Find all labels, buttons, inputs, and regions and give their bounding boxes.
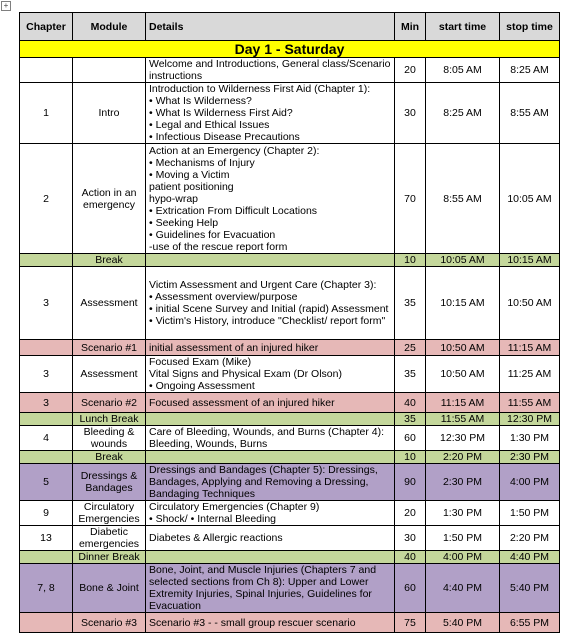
details-line: Bleeding, Wounds, Burns: [149, 438, 268, 450]
min-cell: 25: [395, 340, 426, 356]
details-line: • Extrication From Difficult Locations: [149, 204, 318, 217]
move-handle-icon[interactable]: +: [1, 1, 11, 11]
details-line: • Mechanisms of Injury: [149, 156, 255, 169]
start-time-cell: 5:40 PM: [426, 613, 500, 633]
details-line: patient positioning: [149, 180, 234, 193]
details-line: initial assessment of an injured hiker: [149, 341, 319, 354]
details-line: Dressings and Bandages (Chapter 5): Dressings, Bandages, Applying and Removing a Dressing, Bandaging Techniques: [149, 464, 378, 500]
details-line: Victim Assessment and Urgent Care (Chapter 3):: [149, 279, 377, 291]
stop-time-cell: 2:30 PM: [500, 451, 560, 464]
header-min: Min: [395, 13, 426, 41]
details-cell: [146, 501, 395, 526]
stop-time-cell: 4:40 PM: [500, 551, 560, 564]
start-time-cell: 10:15 AM: [426, 267, 500, 340]
details-cell: [146, 58, 395, 83]
module-cell: Action in an emergency: [73, 144, 146, 254]
min-cell: 35: [395, 413, 426, 426]
schedule-row: [20, 144, 560, 254]
module-cell: Break: [73, 451, 146, 464]
details-line: -use of the rescue report form: [149, 240, 288, 253]
module-cell: Circulatory Emergencies: [73, 501, 146, 526]
chapter-cell: 7, 8: [20, 564, 73, 613]
stop-time-cell: 2:20 PM: [500, 526, 560, 551]
min-cell: 30: [395, 83, 426, 144]
chapter-cell: 9: [20, 501, 73, 526]
module-cell: Bone & Joint: [73, 564, 146, 613]
schedule-row: [20, 356, 560, 393]
module-cell: Scenario #1: [73, 340, 146, 356]
header-module: Module: [73, 13, 146, 41]
chapter-cell: 3: [20, 356, 73, 393]
schedule-row: [20, 254, 560, 267]
schedule-row: [20, 464, 560, 501]
details-cell: [146, 451, 395, 464]
details-line: Focused assessment of an injured hiker: [149, 396, 335, 409]
module-cell: Scenario #2: [73, 393, 146, 413]
chapter-cell: [20, 254, 73, 267]
start-time-cell: 8:05 AM: [426, 58, 500, 83]
min-cell: 40: [395, 551, 426, 564]
details-line: • Legal and Ethical Issues: [149, 119, 270, 131]
details-line: • Victim's History, introduce "Checklist/ report form": [149, 315, 386, 327]
details-cell: [146, 464, 395, 501]
details-line: • Moving a Victim: [149, 168, 230, 181]
header-details: Details: [146, 13, 395, 41]
min-cell: 10: [395, 451, 426, 464]
stop-time-cell: 10:50 AM: [500, 267, 560, 340]
module-cell: [73, 58, 146, 83]
details-line: • Guidelines for Evacuation: [149, 228, 276, 241]
schedule-table: [19, 12, 560, 633]
details-cell: [146, 83, 395, 144]
stop-time-cell: 11:15 AM: [500, 340, 560, 356]
stop-time-cell: 12:30 PM: [500, 413, 560, 426]
schedule-row: [20, 426, 560, 451]
start-time-cell: 10:50 AM: [426, 356, 500, 393]
details-cell: [146, 526, 395, 551]
module-cell: Scenario #3: [73, 613, 146, 633]
module-cell: Dinner Break: [73, 551, 146, 564]
stop-time-cell: 4:00 PM: [500, 464, 560, 501]
details-cell: [146, 413, 395, 426]
chapter-cell: 3: [20, 393, 73, 413]
chapter-cell: 2: [20, 144, 73, 254]
chapter-cell: [20, 451, 73, 464]
schedule-row: [20, 613, 560, 633]
day-row: [20, 41, 560, 58]
details-cell: [146, 356, 395, 393]
day-title: Day 1 - Saturday: [20, 41, 560, 58]
details-cell: [146, 613, 395, 633]
min-cell: 40: [395, 393, 426, 413]
schedule-row: [20, 551, 560, 564]
chapter-cell: [20, 413, 73, 426]
min-cell: 20: [395, 501, 426, 526]
details-line: • Seeking Help: [149, 216, 219, 229]
details-line: • initial Scene Survey and Initial (rapid) Assessment: [149, 303, 389, 315]
details-line: • What Is Wilderness?: [149, 95, 252, 107]
chapter-cell: 1: [20, 83, 73, 144]
chapter-cell: 4: [20, 426, 73, 451]
stop-time-cell: 11:55 AM: [500, 393, 560, 413]
stop-time-cell: 11:25 AM: [500, 356, 560, 393]
schedule-row: [20, 267, 560, 340]
module-cell: Dressings & Bandages: [73, 464, 146, 501]
details-line: Bone, Joint, and Muscle Injuries (Chapters 7 and selected sections from Ch 8): Upper and Lower Extremity Injuries, Spinal Injuries, Guidelines for Evacuation: [149, 564, 377, 612]
chapter-cell: 13: [20, 526, 73, 551]
min-cell: 60: [395, 426, 426, 451]
details-line: Welcome and Introductions, General class/Scenario instructions: [149, 58, 391, 82]
start-time-cell: 10:05 AM: [426, 254, 500, 267]
chapter-cell: 3: [20, 267, 73, 340]
chapter-cell: [20, 551, 73, 564]
details-cell: [146, 551, 395, 564]
schedule-row: [20, 340, 560, 356]
module-cell: Break: [73, 254, 146, 267]
header-start-time: start time: [426, 13, 500, 41]
min-cell: 35: [395, 267, 426, 340]
details-line: Vital Signs and Physical Exam (Dr Olson): [149, 368, 342, 380]
details-line: • Shock/ • Internal Bleeding: [149, 513, 277, 525]
details-cell: [146, 254, 395, 267]
stop-time-cell: 6:55 PM: [500, 613, 560, 633]
details-cell: [146, 340, 395, 356]
stop-time-cell: 8:55 AM: [500, 83, 560, 144]
details-line: • Assessment overview/purpose: [149, 291, 298, 303]
schedule-row: [20, 501, 560, 526]
schedule-row: [20, 83, 560, 144]
min-cell: 90: [395, 464, 426, 501]
min-cell: 35: [395, 356, 426, 393]
min-cell: 30: [395, 526, 426, 551]
min-cell: 10: [395, 254, 426, 267]
stop-time-cell: 10:05 AM: [500, 144, 560, 254]
module-cell: Diabetic emergencies: [73, 526, 146, 551]
details-line: Introduction to Wilderness First Aid (Chapter 1):: [149, 83, 371, 95]
details-line: Care of Bleeding, Wounds, and Burns (Chapter 4):: [149, 426, 385, 438]
start-time-cell: 11:15 AM: [426, 393, 500, 413]
module-cell: Bleeding & wounds: [73, 426, 146, 451]
start-time-cell: 4:40 PM: [426, 564, 500, 613]
details-line: hypo-wrap: [149, 192, 199, 205]
start-time-cell: 11:55 AM: [426, 413, 500, 426]
details-line: Circulatory Emergencies (Chapter 9): [149, 501, 320, 513]
header-stop-time: stop time: [500, 13, 560, 41]
stop-time-cell: 1:50 PM: [500, 501, 560, 526]
min-cell: 75: [395, 613, 426, 633]
stop-time-cell: 1:30 PM: [500, 426, 560, 451]
schedule-row: [20, 413, 560, 426]
module-cell: Lunch Break: [73, 413, 146, 426]
start-time-cell: 8:25 AM: [426, 83, 500, 144]
min-cell: 20: [395, 58, 426, 83]
schedule-row: [20, 526, 560, 551]
stop-time-cell: 10:15 AM: [500, 254, 560, 267]
details-line: Focused Exam (Mike): [149, 356, 252, 368]
start-time-cell: 8:55 AM: [426, 144, 500, 254]
details-line: Scenario #3 - - small group rescuer scenario: [149, 616, 356, 629]
chapter-cell: [20, 613, 73, 633]
min-cell: 60: [395, 564, 426, 613]
details-line: • Ongoing Assessment: [149, 380, 255, 392]
details-cell: [146, 426, 395, 451]
details-line: • What Is Wilderness First Aid?: [149, 107, 293, 119]
details-line: • Infectious Disease Precautions: [149, 131, 300, 143]
schedule-row: [20, 393, 560, 413]
header-row: [20, 13, 560, 41]
module-cell: Assessment: [73, 356, 146, 393]
chapter-cell: 5: [20, 464, 73, 501]
start-time-cell: 12:30 PM: [426, 426, 500, 451]
details-line: Action at an Emergency (Chapter 2):: [149, 144, 320, 157]
stop-time-cell: 5:40 PM: [500, 564, 560, 613]
schedule-row: [20, 564, 560, 613]
chapter-cell: [20, 58, 73, 83]
details-cell: [146, 564, 395, 613]
min-cell: 70: [395, 144, 426, 254]
module-cell: Assessment: [73, 267, 146, 340]
start-time-cell: 10:50 AM: [426, 340, 500, 356]
stop-time-cell: 8:25 AM: [500, 58, 560, 83]
start-time-cell: 2:20 PM: [426, 451, 500, 464]
header-chapter: Chapter: [20, 13, 73, 41]
chapter-cell: [20, 340, 73, 356]
schedule-row: [20, 451, 560, 464]
details-line: Diabetes & Allergic reactions: [149, 532, 283, 544]
start-time-cell: 1:50 PM: [426, 526, 500, 551]
start-time-cell: 2:30 PM: [426, 464, 500, 501]
details-cell: [146, 393, 395, 413]
schedule-row: [20, 58, 560, 83]
module-cell: Intro: [73, 83, 146, 144]
start-time-cell: 1:30 PM: [426, 501, 500, 526]
details-cell: [146, 144, 395, 254]
start-time-cell: 4:00 PM: [426, 551, 500, 564]
details-cell: [146, 267, 395, 340]
